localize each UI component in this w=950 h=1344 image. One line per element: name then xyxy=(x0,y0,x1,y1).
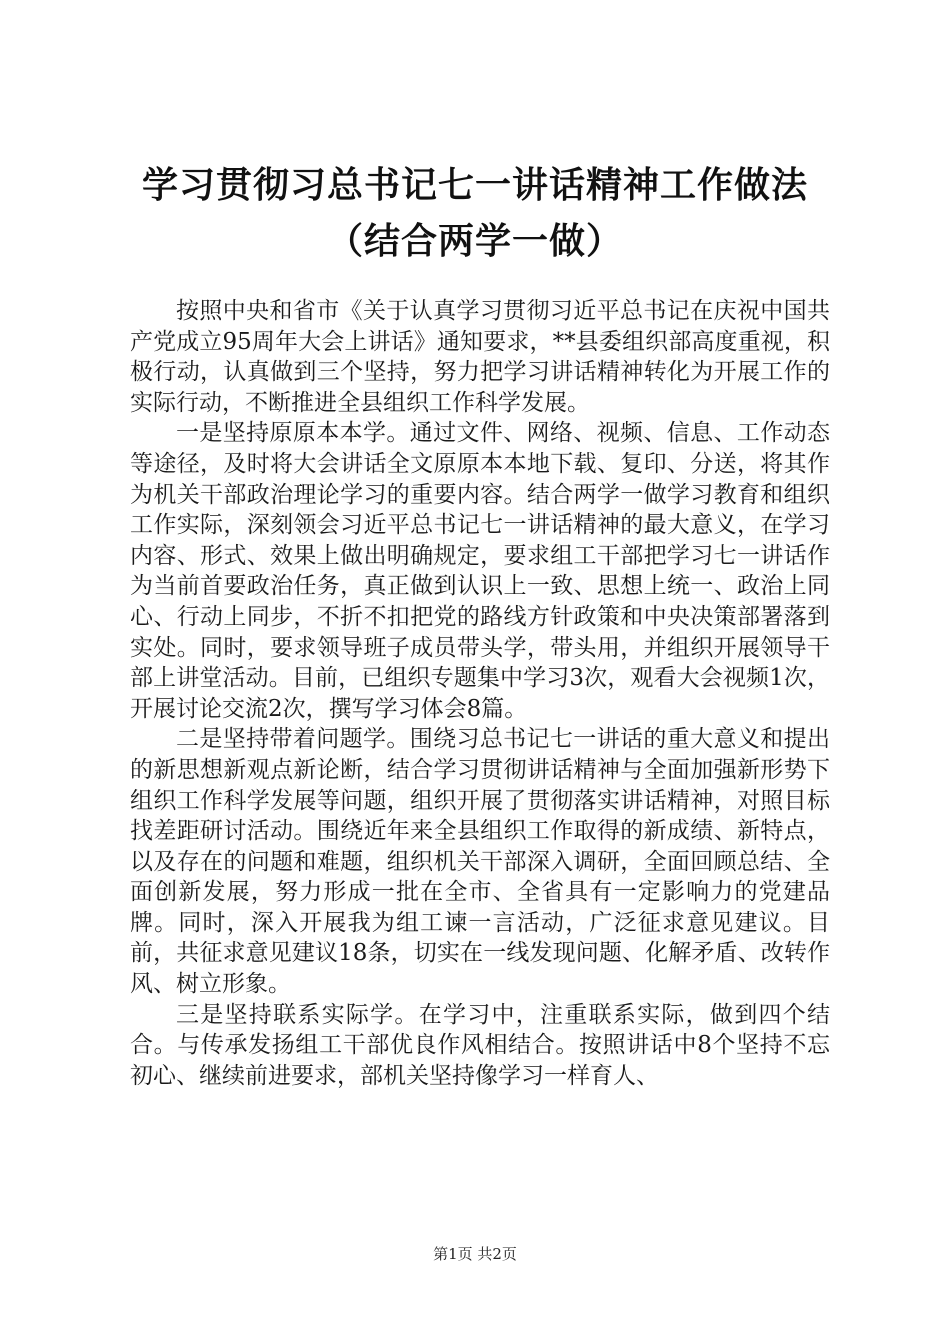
document-body xyxy=(130,296,830,1091)
document-title: 学习贯彻习总书记七一讲话精神工作做法（结合两学一做） xyxy=(141,165,808,262)
page-footer: 第1页 共2页 xyxy=(433,1245,517,1263)
paragraph-first-point: 一是坚持原原本本学。通过文件、网络、视频、信息、工作动态等途径，及时将大会讲话全文原原本本地下载、复印、分送，将其作为机关干部政治理论学习的重要内容。结合两学一做学习教育和组织工作实际，深刻领会习近平总书记七一讲话精神的最大意义，在学习内容、形式、效果上做出明确规定，要求组工干部把学习七一讲话作为当前首要政治任务，真正做到认识上一致、思想上统一、政治上同心、行动上同步，不折不扣把党的路线方针政策和中央决策部署落到实处。同时，要求领导班子成员带头学，带头用，并组织开展领导干部上讲堂活动。目前，已组织专题集中学习3次，观看大会视频1次，开展讨论交流2次，撰写学习体会8篇。 xyxy=(130,420,830,722)
paragraph-intro: 按照中央和省市《关于认真学习贯彻习近平总书记在庆祝中国共产党成立95周年大会上讲话》通知要求，**县委组织部高度重视，积极行动，认真做到三个坚持，努力把学习讲话精神转化为开展工作的实际行动，不断推进全县组织工作科学发展。 xyxy=(130,298,830,416)
paragraph-second-point: 二是坚持带着问题学。围绕习总书记七一讲话的重大意义和提出的新思想新观点新论断，结合学习贯彻讲话精神与全面加强新形势下组织工作科学发展等问题，组织开展了贯彻落实讲话精神，对照目标找差距研讨活动。围绕近年来全县组织工作取得的新成绩、新特点，以及存在的问题和难题，组织机关干部深入调研，全面回顾总结、全面创新发展，努力形成一批在全市、全省具有一定影响力的党建品牌。同时，深入开展我为组工谏一言活动，广泛征求意见建议。目前，共征求意见建议18条，切实在一线发现问题、化解矛盾、改转作风、树立形象。 xyxy=(130,726,830,998)
paragraph-third-point: 三是坚持联系实际学。在学习中，注重联系实际，做到四个结合。与传承发扬组工干部优良作风相结合。按照讲话中8个坚持不忘初心、继续前进要求，部机关坚持像学习一样育人、 xyxy=(130,1001,830,1089)
